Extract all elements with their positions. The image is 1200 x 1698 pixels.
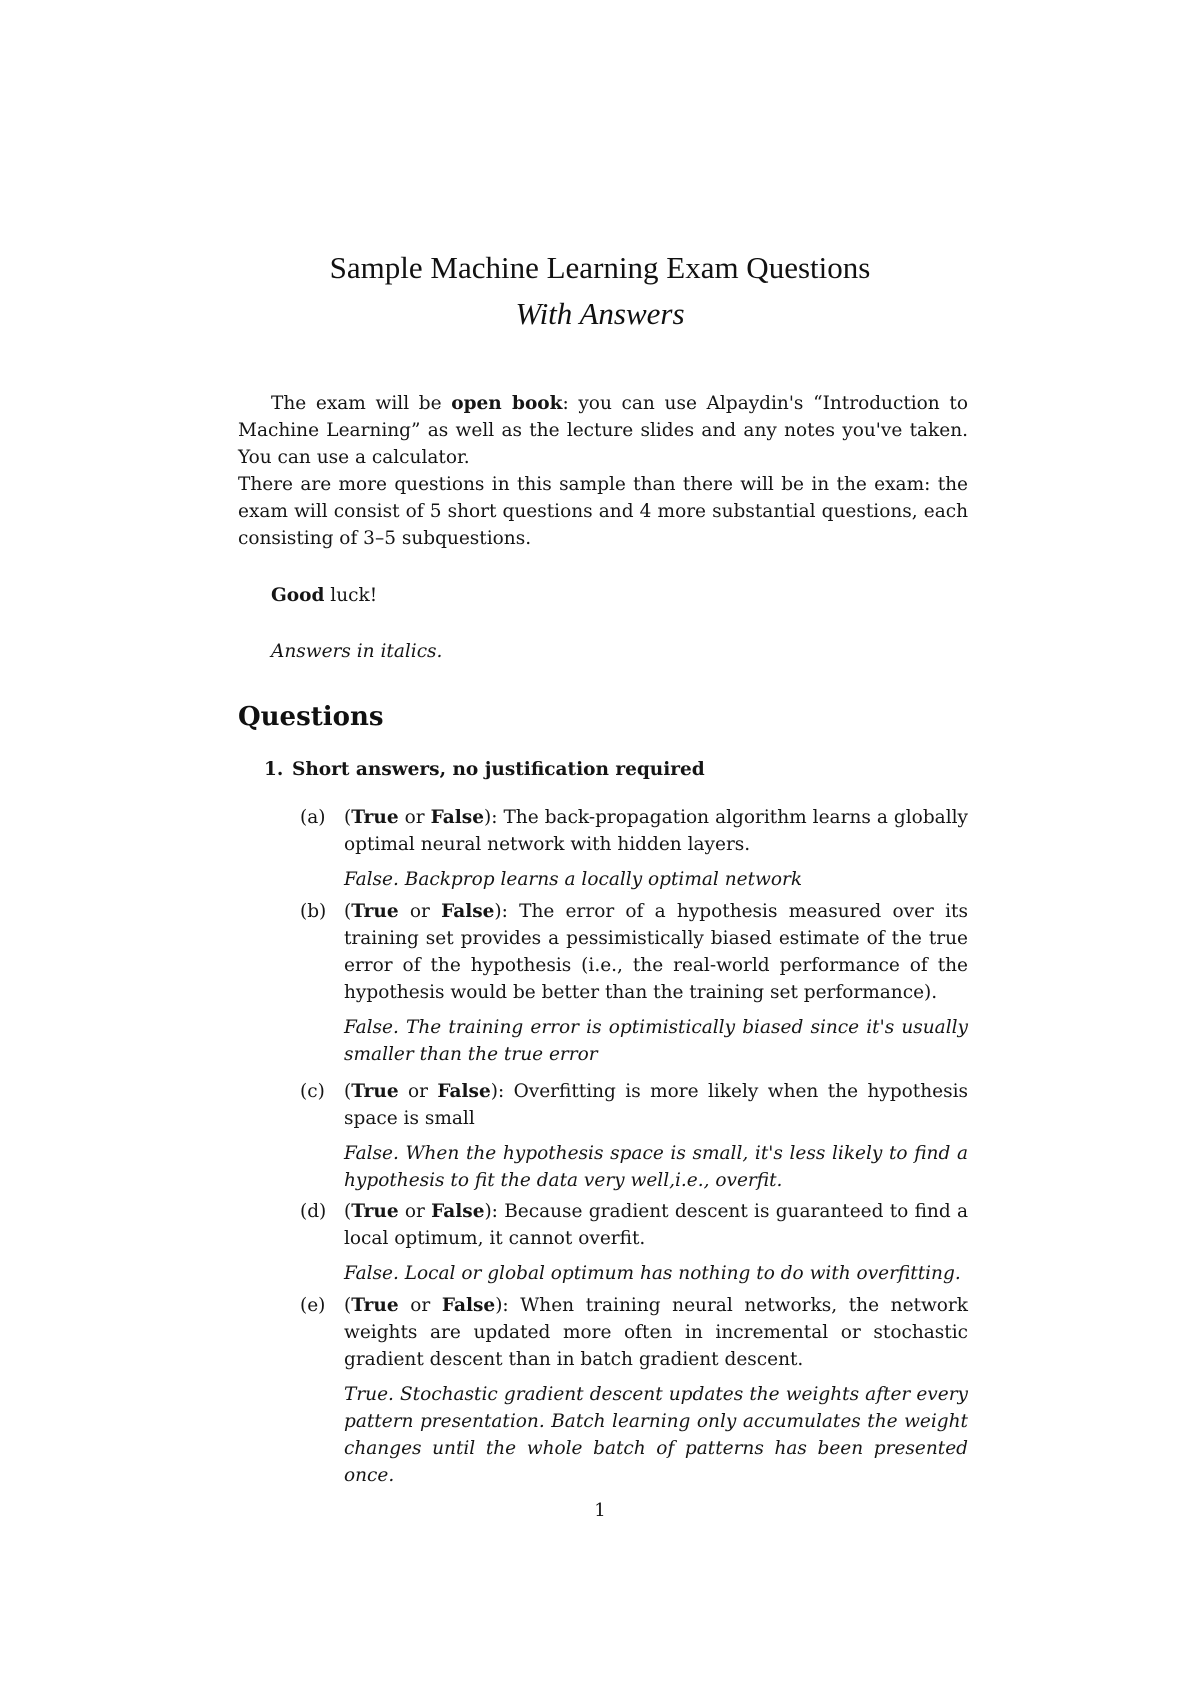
subquestion-d bbox=[300, 1198, 968, 1287]
true-word: True bbox=[351, 901, 399, 922]
section-heading-questions: Questions bbox=[238, 702, 384, 732]
subquestion-statement bbox=[344, 1292, 968, 1373]
subquestion-label: (b) bbox=[300, 901, 327, 922]
false-word: False bbox=[430, 807, 484, 828]
subquestion-answer: True. Stochastic gradient descent updates the weights after every pattern presentation. Batch learning only accumulates the weight changes until the whole batch of patterns has been presented once. bbox=[344, 1384, 968, 1486]
paren-open: ( bbox=[344, 901, 352, 922]
intro-paragraph-1 bbox=[238, 390, 968, 471]
false-word: False bbox=[437, 1081, 491, 1102]
statement-text: When training neural networks, the network weights are updated more often in incremental or stochastic gradient descent than in batch gradient descent. bbox=[344, 1295, 968, 1370]
or-word: or bbox=[398, 901, 442, 922]
subquestion-label: (a) bbox=[300, 807, 326, 828]
paren-open: ( bbox=[344, 1201, 352, 1222]
paren-close: ): bbox=[483, 807, 504, 828]
good-luck-rest: luck! bbox=[324, 585, 378, 606]
subquestion-answer: False. Backprop learns a locally optimal network bbox=[344, 869, 803, 890]
true-word: True bbox=[351, 1295, 399, 1316]
paren-close: ): bbox=[484, 1201, 505, 1222]
true-word: True bbox=[351, 1201, 399, 1222]
good-luck-bold: Good bbox=[271, 585, 325, 606]
intro-text bbox=[238, 390, 968, 552]
question-1-heading bbox=[264, 756, 705, 783]
paren-close: ): bbox=[495, 1295, 521, 1316]
true-word: True bbox=[351, 807, 399, 828]
false-word: False bbox=[441, 901, 495, 922]
subquestion-statement bbox=[344, 804, 968, 858]
or-word: or bbox=[398, 1295, 442, 1316]
false-word: False bbox=[441, 1295, 496, 1316]
document-title: Sample Machine Learning Exam Questions bbox=[329, 250, 871, 285]
or-word: or bbox=[398, 1201, 432, 1222]
page-number: 1 bbox=[594, 1500, 606, 1521]
subquestion-statement bbox=[344, 1078, 968, 1132]
intro-p1-prefix: The exam will be bbox=[271, 393, 452, 414]
true-word: True bbox=[351, 1081, 399, 1102]
statement-text: Because gradient descent is guaranteed to find a local optimum, it cannot overfit. bbox=[344, 1201, 968, 1249]
or-word: or bbox=[398, 807, 431, 828]
intro-p1-rest: : you can use Alpaydin's “Introduction to Machine Learning” as well as the lecture slides and any notes you've taken. You can use a calculator. bbox=[238, 393, 968, 468]
subquestion-a bbox=[300, 804, 968, 893]
subquestion-answer: False. The training error is optimistically biased since it's usually smaller than the true error bbox=[344, 1017, 968, 1065]
document-subtitle: With Answers bbox=[515, 296, 685, 331]
subquestion-answer: False. Local or global optimum has nothing to do with overfitting. bbox=[344, 1263, 961, 1284]
question-title: Short answers, no justification required bbox=[292, 759, 705, 780]
paren-close: ): bbox=[490, 1081, 514, 1102]
subquestion-answer: False. When the hypothesis space is small, it's less likely to find a hypothesis to fit the data very well,i.e., overfit. bbox=[344, 1143, 968, 1191]
paren-open: ( bbox=[344, 1081, 352, 1102]
statement-text: The back-propagation algorithm learns a globally optimal neural network with hidden layers. bbox=[344, 807, 968, 855]
subquestion-label: (d) bbox=[300, 1201, 327, 1222]
subquestion-b bbox=[300, 898, 968, 1068]
subquestion-statement bbox=[344, 898, 968, 1006]
subquestion-statement bbox=[344, 1198, 968, 1252]
intro-paragraph-2: There are more questions in this sample than there will be in the exam: the exam will consist of 5 short questions and 4 more substantial questions, each consisting of 3–5 subquestions. bbox=[238, 474, 968, 549]
paren-open: ( bbox=[344, 1295, 352, 1316]
or-word: or bbox=[398, 1081, 438, 1102]
statement-text: The error of a hypothesis measured over its training set provides a pessimistically biased estimate of the true error of the hypothesis (i.e., the real-world performance of the hypothesis would be better than the training set performance). bbox=[344, 901, 968, 1003]
good-luck-line bbox=[271, 582, 377, 609]
subquestion-label: (e) bbox=[300, 1295, 326, 1316]
subquestion-label: (c) bbox=[300, 1081, 325, 1102]
question-number: 1. bbox=[264, 759, 284, 780]
paren-close: ): bbox=[494, 901, 520, 922]
answers-note: Answers in italics. bbox=[271, 641, 443, 662]
statement-text: Overfitting is more likely when the hypothesis space is small bbox=[344, 1081, 968, 1129]
subquestion-e bbox=[300, 1292, 968, 1489]
open-book-bold: open book bbox=[451, 393, 563, 414]
false-word: False bbox=[431, 1201, 485, 1222]
subquestion-c bbox=[300, 1078, 968, 1194]
paren-open: ( bbox=[344, 807, 352, 828]
